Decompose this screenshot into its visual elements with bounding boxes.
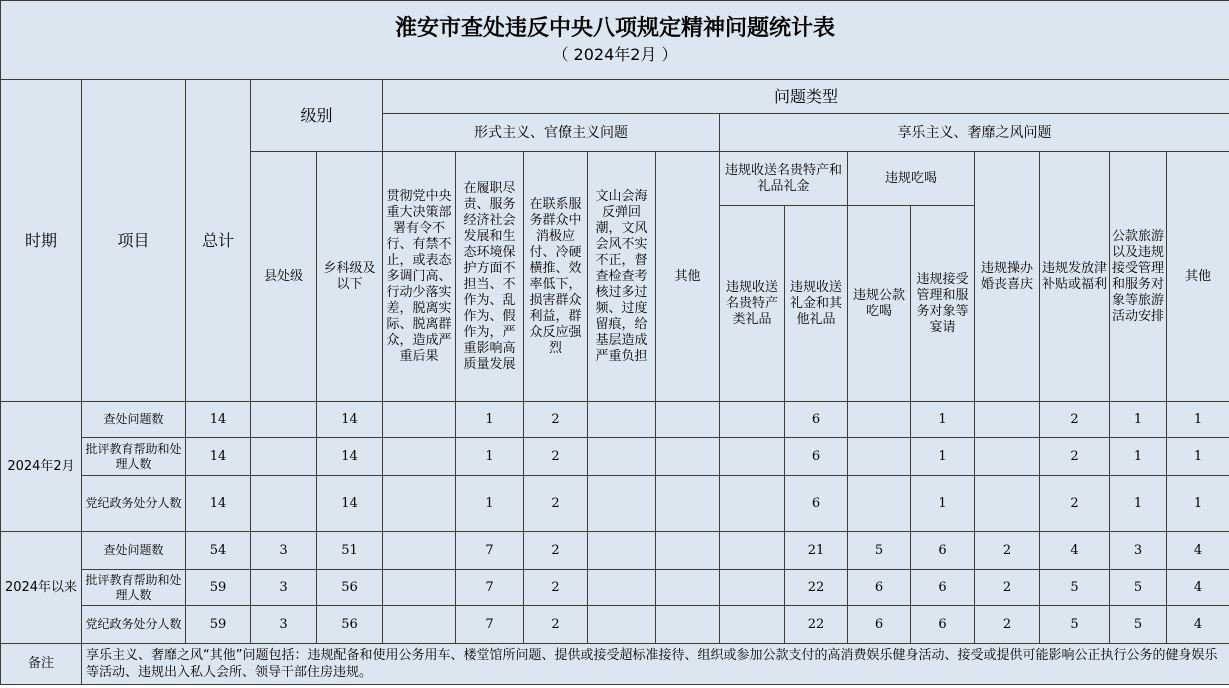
header-hedonism: 享乐主义、奢靡之风问题: [720, 114, 1229, 152]
value-cell: 1: [911, 476, 975, 532]
value-cell: 1: [911, 402, 975, 438]
value-cell: 3: [251, 606, 317, 644]
value-cell: 6: [911, 532, 975, 570]
value-cell: 5: [1040, 606, 1110, 644]
value-cell: 2: [975, 606, 1040, 644]
value-cell: [588, 606, 656, 644]
table-row: [1, 476, 1229, 532]
value-cell: 1: [1110, 476, 1167, 532]
value-cell: 5: [848, 532, 911, 570]
row-label: 查处问题数: [82, 532, 186, 570]
value-cell: [588, 532, 656, 570]
value-cell: 2: [524, 438, 588, 476]
row-label: 批评教育帮助和处理人数: [82, 570, 186, 606]
value-cell: 14: [186, 438, 251, 476]
value-cell: 4: [1167, 570, 1229, 606]
header-eat-2: 违规接受管理和服务对象等宴请: [911, 206, 975, 402]
header-gift-2: 违规收送礼金和其他礼品: [785, 206, 848, 402]
header-formalism: 形式主义、官僚主义问题: [383, 114, 720, 152]
value-cell: [975, 438, 1040, 476]
value-cell: 14: [317, 438, 383, 476]
value-cell: [720, 606, 785, 644]
header-gift-1: 违规收送名贵特产类礼品: [720, 206, 785, 402]
value-cell: [720, 476, 785, 532]
table-row: [1, 606, 1229, 644]
header-eat-1: 违规公款吃喝: [848, 206, 911, 402]
row-label: 党纪政务处分人数: [82, 476, 186, 532]
header-period: 时期: [1, 80, 82, 402]
value-cell: 3: [251, 570, 317, 606]
value-cell: 2: [1040, 476, 1110, 532]
note-text: 享乐主义、奢靡之风“其他”问题包括：违规配备和使用公务用车、楼堂馆所问题、提供或接受超标准接待、组织或参加公款支付的高消费娱乐健身活动、接受或提供可能影响公正执行公务的健身娱乐等活动、违规出入私人会所、领导干部住房违规。: [82, 644, 1229, 685]
value-cell: 6: [785, 402, 848, 438]
header-item: 项目: [82, 80, 186, 402]
value-cell: 54: [186, 532, 251, 570]
header-formalism-4: 文山会海反弹回潮，文风会风不实不正，督查检查考核过多过频、过度留痕，给基层造成严重负担: [588, 152, 656, 402]
value-cell: [975, 402, 1040, 438]
value-cell: [251, 438, 317, 476]
value-cell: 3: [251, 532, 317, 570]
value-cell: [656, 532, 720, 570]
period-cell: 2024年以来: [1, 532, 82, 644]
value-cell: 1: [911, 438, 975, 476]
value-cell: 2: [524, 476, 588, 532]
value-cell: [848, 402, 911, 438]
header-hedonism-other: 其他: [1167, 152, 1229, 402]
value-cell: 4: [1040, 532, 1110, 570]
value-cell: [720, 570, 785, 606]
value-cell: 21: [785, 532, 848, 570]
value-cell: 59: [186, 570, 251, 606]
header-total: 总计: [186, 80, 251, 402]
value-cell: [383, 570, 456, 606]
value-cell: 6: [911, 570, 975, 606]
value-cell: [656, 570, 720, 606]
value-cell: [383, 476, 456, 532]
value-cell: 6: [785, 438, 848, 476]
value-cell: 14: [317, 476, 383, 532]
period-cell: 2024年2月: [1, 402, 82, 532]
value-cell: [588, 570, 656, 606]
value-cell: 56: [317, 570, 383, 606]
header-level-county: 县处级: [251, 152, 317, 402]
value-cell: [975, 476, 1040, 532]
value-cell: 7: [456, 606, 524, 644]
value-cell: [383, 606, 456, 644]
value-cell: 6: [911, 606, 975, 644]
value-cell: 59: [186, 606, 251, 644]
value-cell: 22: [785, 570, 848, 606]
value-cell: [720, 438, 785, 476]
value-cell: 4: [1167, 532, 1229, 570]
header-formalism-2: 在履职尽责、服务经济社会发展和生态环境保护方面不担当、不作为、乱作为、假作为，严重影响高质量发展: [456, 152, 524, 402]
value-cell: [720, 402, 785, 438]
value-cell: [656, 438, 720, 476]
value-cell: [383, 402, 456, 438]
value-cell: 2: [975, 532, 1040, 570]
value-cell: 1: [1167, 476, 1229, 532]
row-label: 党纪政务处分人数: [82, 606, 186, 644]
value-cell: 14: [317, 402, 383, 438]
header-formalism-3: 在联系服务群众中消极应付、冷硬横推、效率低下，损害群众利益，群众反应强烈: [524, 152, 588, 402]
value-cell: 2: [524, 402, 588, 438]
value-cell: 5: [1110, 570, 1167, 606]
value-cell: 51: [317, 532, 383, 570]
value-cell: 2: [1040, 438, 1110, 476]
header-formalism-other: 其他: [656, 152, 720, 402]
value-cell: 6: [848, 570, 911, 606]
value-cell: 1: [456, 476, 524, 532]
table-row: [1, 402, 1229, 438]
header-formalism-1: 贯彻党中央重大决策部署有令不行、有禁不止，或表态多调门高、行动少落实差，脱离实际、脱离群众，造成严重后果: [383, 152, 456, 402]
value-cell: 2: [524, 606, 588, 644]
value-cell: 1: [1110, 402, 1167, 438]
value-cell: 56: [317, 606, 383, 644]
value-cell: [848, 476, 911, 532]
value-cell: 5: [1110, 606, 1167, 644]
value-cell: [656, 402, 720, 438]
value-cell: 4: [1167, 606, 1229, 644]
value-cell: 7: [456, 570, 524, 606]
title-area: [1, 1, 1229, 80]
header-eat-group: 违规吃喝: [848, 152, 975, 206]
value-cell: 1: [1110, 438, 1167, 476]
value-cell: [656, 476, 720, 532]
value-cell: [588, 476, 656, 532]
value-cell: 14: [186, 476, 251, 532]
table-row: [1, 570, 1229, 606]
value-cell: [588, 402, 656, 438]
value-cell: [588, 438, 656, 476]
value-cell: [251, 402, 317, 438]
page-subtitle: （ 2024年2月 ）: [552, 45, 678, 64]
note-label: 备注: [1, 644, 82, 685]
value-cell: [656, 606, 720, 644]
value-cell: 6: [785, 476, 848, 532]
header-travel: 公款旅游以及违规接受管理和服务对象等旅游活动安排: [1110, 152, 1167, 402]
row-label: 查处问题数: [82, 402, 186, 438]
value-cell: [251, 476, 317, 532]
value-cell: [848, 438, 911, 476]
header-problem-type: 问题类型: [383, 80, 1229, 114]
header-level-township: 乡科级及以下: [317, 152, 383, 402]
header-subsidy: 违规发放津补贴或福利: [1040, 152, 1110, 402]
value-cell: 14: [186, 402, 251, 438]
value-cell: 7: [456, 532, 524, 570]
header-level: 级别: [251, 80, 383, 152]
table-row: [1, 438, 1229, 476]
value-cell: 2: [975, 570, 1040, 606]
value-cell: 2: [524, 532, 588, 570]
header-wedding: 违规操办婚丧喜庆: [975, 152, 1040, 402]
value-cell: [383, 438, 456, 476]
table-row: [1, 532, 1229, 570]
row-label: 批评教育帮助和处理人数: [82, 438, 186, 476]
page-title: 淮安市查处违反中央八项规定精神问题统计表: [395, 16, 836, 41]
value-cell: 22: [785, 606, 848, 644]
value-cell: 1: [456, 402, 524, 438]
value-cell: 1: [456, 438, 524, 476]
value-cell: 1: [1167, 402, 1229, 438]
value-cell: [383, 532, 456, 570]
value-cell: 2: [1040, 402, 1110, 438]
value-cell: 3: [1110, 532, 1167, 570]
value-cell: [720, 532, 785, 570]
header-gift-group: 违规收送名贵特产和礼品礼金: [720, 152, 848, 206]
value-cell: 5: [1040, 570, 1110, 606]
data-rows: [1, 402, 1229, 644]
value-cell: 2: [524, 570, 588, 606]
value-cell: 6: [848, 606, 911, 644]
value-cell: 1: [1167, 438, 1229, 476]
